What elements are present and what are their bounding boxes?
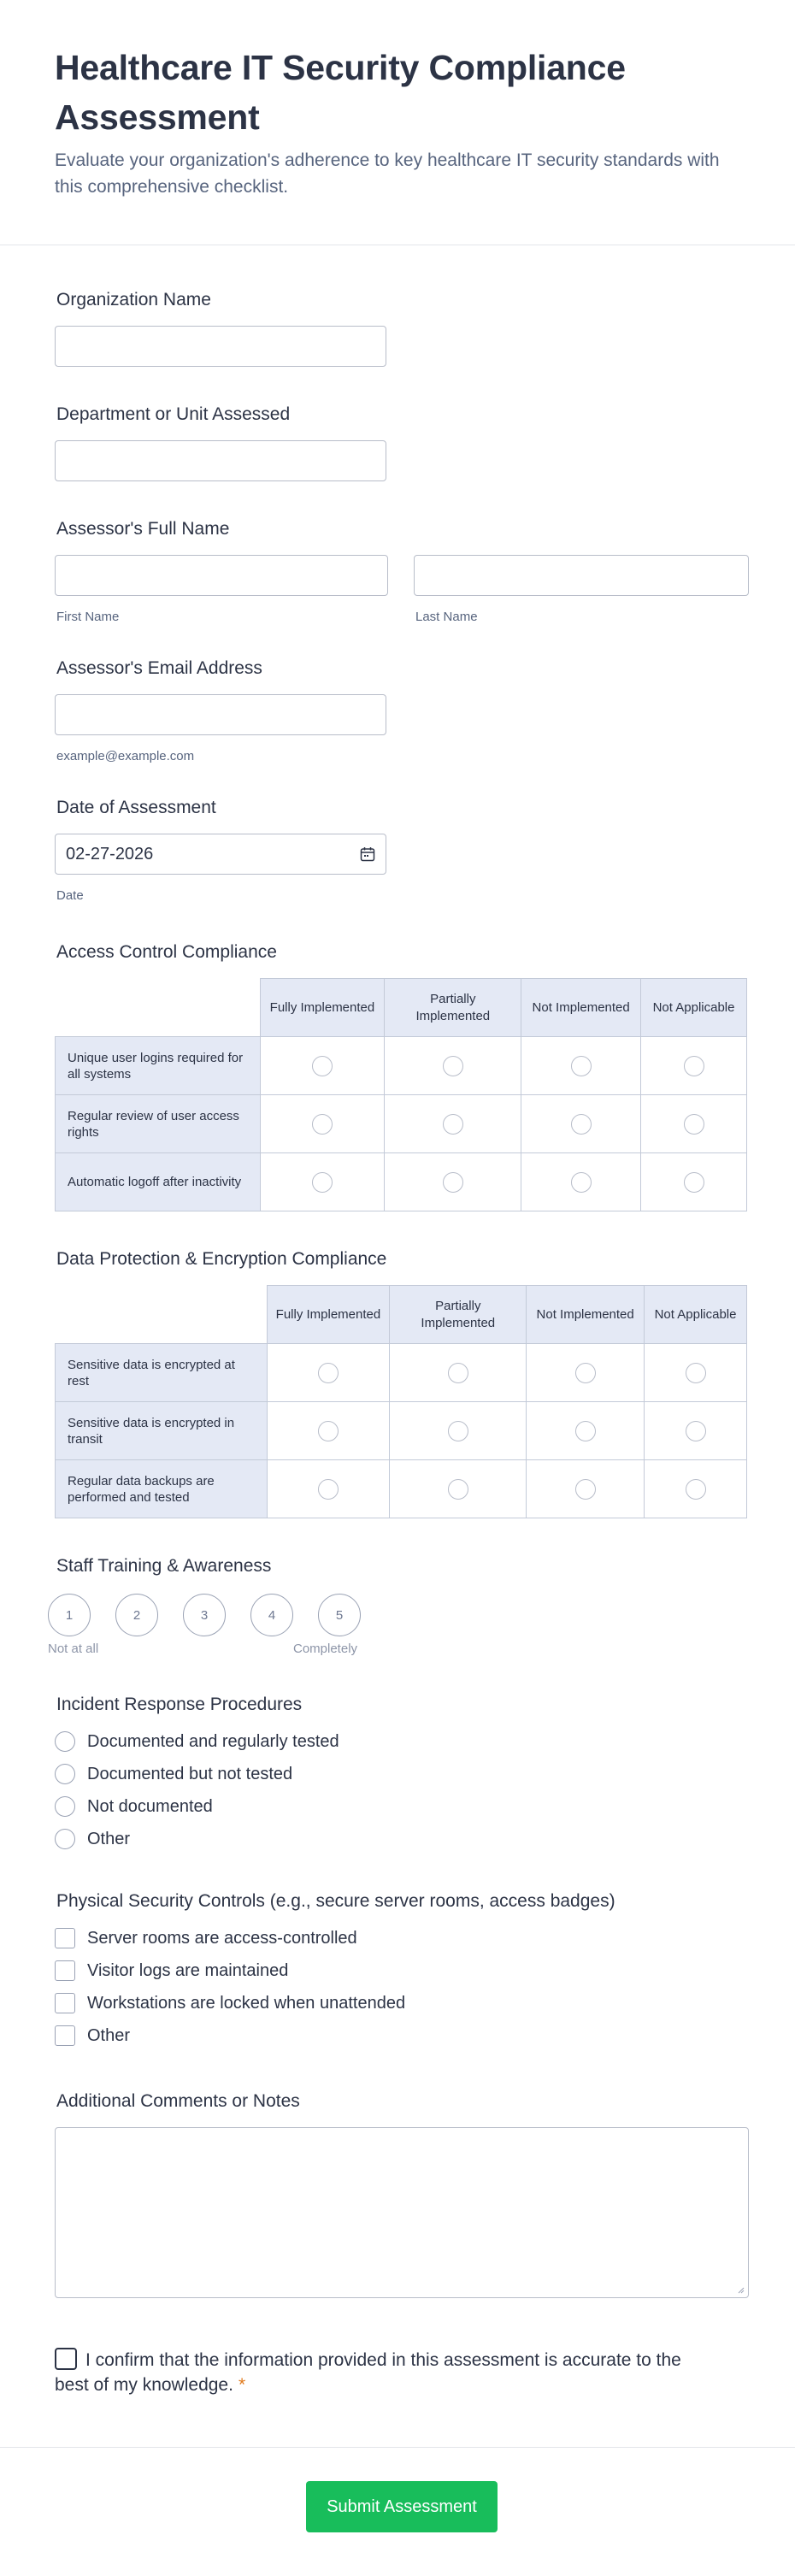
comments-label: Additional Comments or Notes <box>56 2091 300 2111</box>
checkbox[interactable] <box>55 1993 75 2013</box>
resize-handle-icon[interactable] <box>738 2287 745 2294</box>
first-name-sublabel: First Name <box>56 610 120 624</box>
row-label: Regular review of user access rights <box>56 1095 261 1153</box>
checkbox[interactable] <box>55 2025 75 2046</box>
checkbox-option[interactable] <box>55 1954 740 1987</box>
date-sublabel: Date <box>56 888 84 903</box>
email-field <box>55 657 740 763</box>
matrix-radio[interactable] <box>448 1363 468 1383</box>
date-label: Date of Assessment <box>56 798 216 817</box>
radio-button[interactable] <box>55 1796 75 1817</box>
incident-label: Incident Response Procedures <box>56 1695 303 1714</box>
matrix-radio[interactable] <box>684 1114 704 1135</box>
org-name-field <box>55 288 740 367</box>
matrix-radio[interactable] <box>575 1363 596 1383</box>
access-control-matrix <box>55 978 747 1211</box>
matrix-radio[interactable] <box>443 1172 463 1193</box>
row-label: Automatic logoff after inactivity <box>56 1153 261 1211</box>
incident-field <box>55 1693 740 1855</box>
data-protection-field <box>55 1247 740 1518</box>
physical-field <box>55 1889 740 2052</box>
email-sublabel: example@example.com <box>56 749 195 763</box>
date-field <box>55 796 740 903</box>
column-header: Not Implemented <box>521 979 641 1037</box>
access-control-label: Access Control Compliance <box>56 942 277 962</box>
comments-field <box>55 2090 740 2298</box>
department-label: Department or Unit Assessed <box>56 404 291 424</box>
scale-option[interactable]: 5 <box>318 1594 361 1636</box>
option-label: Other <box>87 1829 131 1848</box>
email-input[interactable] <box>55 694 386 735</box>
row-label: Sensitive data is encrypted at rest <box>56 1344 268 1402</box>
last-name-input[interactable] <box>414 555 749 596</box>
confirm-text: I confirm that the information provided in this assessment is accurate to the best of my knowledge. <box>55 2350 681 2395</box>
access-control-field <box>55 940 740 1211</box>
matrix-row <box>56 1344 747 1402</box>
option-label: Not documented <box>87 1796 213 1816</box>
scale-labels <box>48 1642 740 1659</box>
matrix-header-row <box>56 979 747 1037</box>
confirm-field <box>55 2348 704 2397</box>
calendar-icon[interactable] <box>360 846 375 862</box>
matrix-radio[interactable] <box>686 1479 706 1500</box>
radio-button[interactable] <box>55 1764 75 1784</box>
scale-option[interactable]: 4 <box>250 1594 293 1636</box>
matrix-radio[interactable] <box>686 1421 706 1441</box>
department-field <box>55 403 740 481</box>
matrix-radio[interactable] <box>448 1421 468 1441</box>
form-footer-divider <box>0 2447 795 2448</box>
checkbox[interactable] <box>55 1960 75 1981</box>
column-header: Partially Implemented <box>390 1286 527 1344</box>
matrix-radio[interactable] <box>686 1363 706 1383</box>
matrix-radio[interactable] <box>318 1479 339 1500</box>
option-label: Workstations are locked when unattended <box>87 1993 406 2013</box>
column-header: Not Applicable <box>645 1286 747 1344</box>
radio-button[interactable] <box>55 1829 75 1849</box>
column-header: Not Applicable <box>641 979 747 1037</box>
org-name-input[interactable] <box>55 326 386 367</box>
matrix-radio[interactable] <box>575 1421 596 1441</box>
matrix-radio[interactable] <box>571 1056 592 1076</box>
option-label: Other <box>87 2025 131 2045</box>
date-input[interactable] <box>55 834 386 875</box>
matrix-radio[interactable] <box>448 1479 468 1500</box>
scale-option[interactable]: 3 <box>183 1594 226 1636</box>
row-label: Sensitive data is encrypted in transit <box>56 1402 268 1460</box>
matrix-row <box>56 1153 747 1211</box>
matrix-radio[interactable] <box>571 1172 592 1193</box>
data-protection-matrix <box>55 1285 747 1518</box>
row-label: Unique user logins required for all systems <box>56 1037 261 1095</box>
option-label: Documented and regularly tested <box>87 1731 339 1751</box>
matrix-row <box>56 1402 747 1460</box>
scale-option[interactable]: 1 <box>48 1594 91 1636</box>
radio-option[interactable] <box>55 1758 740 1790</box>
matrix-header-row <box>56 1286 747 1344</box>
form-header <box>0 0 795 245</box>
column-header: Not Implemented <box>527 1286 645 1344</box>
scale-option[interactable]: 2 <box>115 1594 158 1636</box>
department-input[interactable] <box>55 440 386 481</box>
option-label: Documented but not tested <box>87 1764 293 1783</box>
date-value: 02-27-2026 <box>66 845 154 864</box>
matrix-row <box>56 1037 747 1095</box>
last-name-sublabel: Last Name <box>415 610 478 624</box>
required-mark: * <box>238 2375 246 2395</box>
physical-label: Physical Security Controls (e.g., secure server rooms, access badges) <box>56 1891 615 1911</box>
training-label: Staff Training & Awareness <box>56 1556 272 1576</box>
option-label: Visitor logs are maintained <box>87 1960 289 1980</box>
scale-max-label: Completely <box>293 1642 358 1656</box>
matrix-radio[interactable] <box>312 1114 333 1135</box>
physical-options <box>55 1922 740 2052</box>
data-protection-label: Data Protection & Encryption Compliance <box>56 1249 387 1269</box>
matrix-radio[interactable] <box>571 1114 592 1135</box>
option-label: Server rooms are access-controlled <box>87 1928 357 1948</box>
matrix-radio[interactable] <box>443 1114 463 1135</box>
checkbox-option[interactable] <box>55 1987 740 2019</box>
form-body <box>0 288 795 2397</box>
incident-options <box>55 1725 740 1855</box>
training-field <box>48 1554 740 1659</box>
column-header: Partially Implemented <box>385 979 521 1037</box>
matrix-radio[interactable] <box>684 1056 704 1076</box>
radio-option[interactable] <box>55 1725 740 1758</box>
column-header: Fully Implemented <box>267 1286 390 1344</box>
form-subtitle: Evaluate your organization's adherence to key healthcare IT security standards with this comprehensive checklist. <box>55 150 720 197</box>
column-header: Fully Implemented <box>260 979 385 1037</box>
rating-scale <box>48 1594 740 1636</box>
submit-button[interactable]: Submit Assessment <box>306 2481 498 2532</box>
matrix-radio[interactable] <box>684 1172 704 1193</box>
matrix-radio[interactable] <box>318 1421 339 1441</box>
radio-option[interactable] <box>55 1790 740 1823</box>
checkbox-option[interactable] <box>55 1922 740 1954</box>
form-title: Healthcare IT Security Compliance Assessment <box>55 48 626 137</box>
confirm-checkbox[interactable] <box>55 2348 77 2370</box>
matrix-radio[interactable] <box>318 1363 339 1383</box>
org-name-label: Organization Name <box>56 290 211 309</box>
checkbox[interactable] <box>55 1928 75 1948</box>
matrix-radio[interactable] <box>312 1056 333 1076</box>
comments-textarea[interactable] <box>55 2127 749 2298</box>
matrix-row <box>56 1095 747 1153</box>
assessor-name-label: Assessor's Full Name <box>56 519 230 539</box>
radio-option[interactable] <box>55 1823 740 1855</box>
matrix-radio[interactable] <box>443 1056 463 1076</box>
matrix-row <box>56 1460 747 1518</box>
radio-button[interactable] <box>55 1731 75 1752</box>
row-label: Regular data backups are performed and tested <box>56 1460 268 1518</box>
assessor-name-field <box>55 517 740 624</box>
matrix-radio[interactable] <box>575 1479 596 1500</box>
first-name-input[interactable] <box>55 555 388 596</box>
checkbox-option[interactable] <box>55 2019 740 2052</box>
scale-min-label: Not at all <box>48 1642 99 1656</box>
matrix-radio[interactable] <box>312 1172 333 1193</box>
email-label: Assessor's Email Address <box>56 658 262 678</box>
